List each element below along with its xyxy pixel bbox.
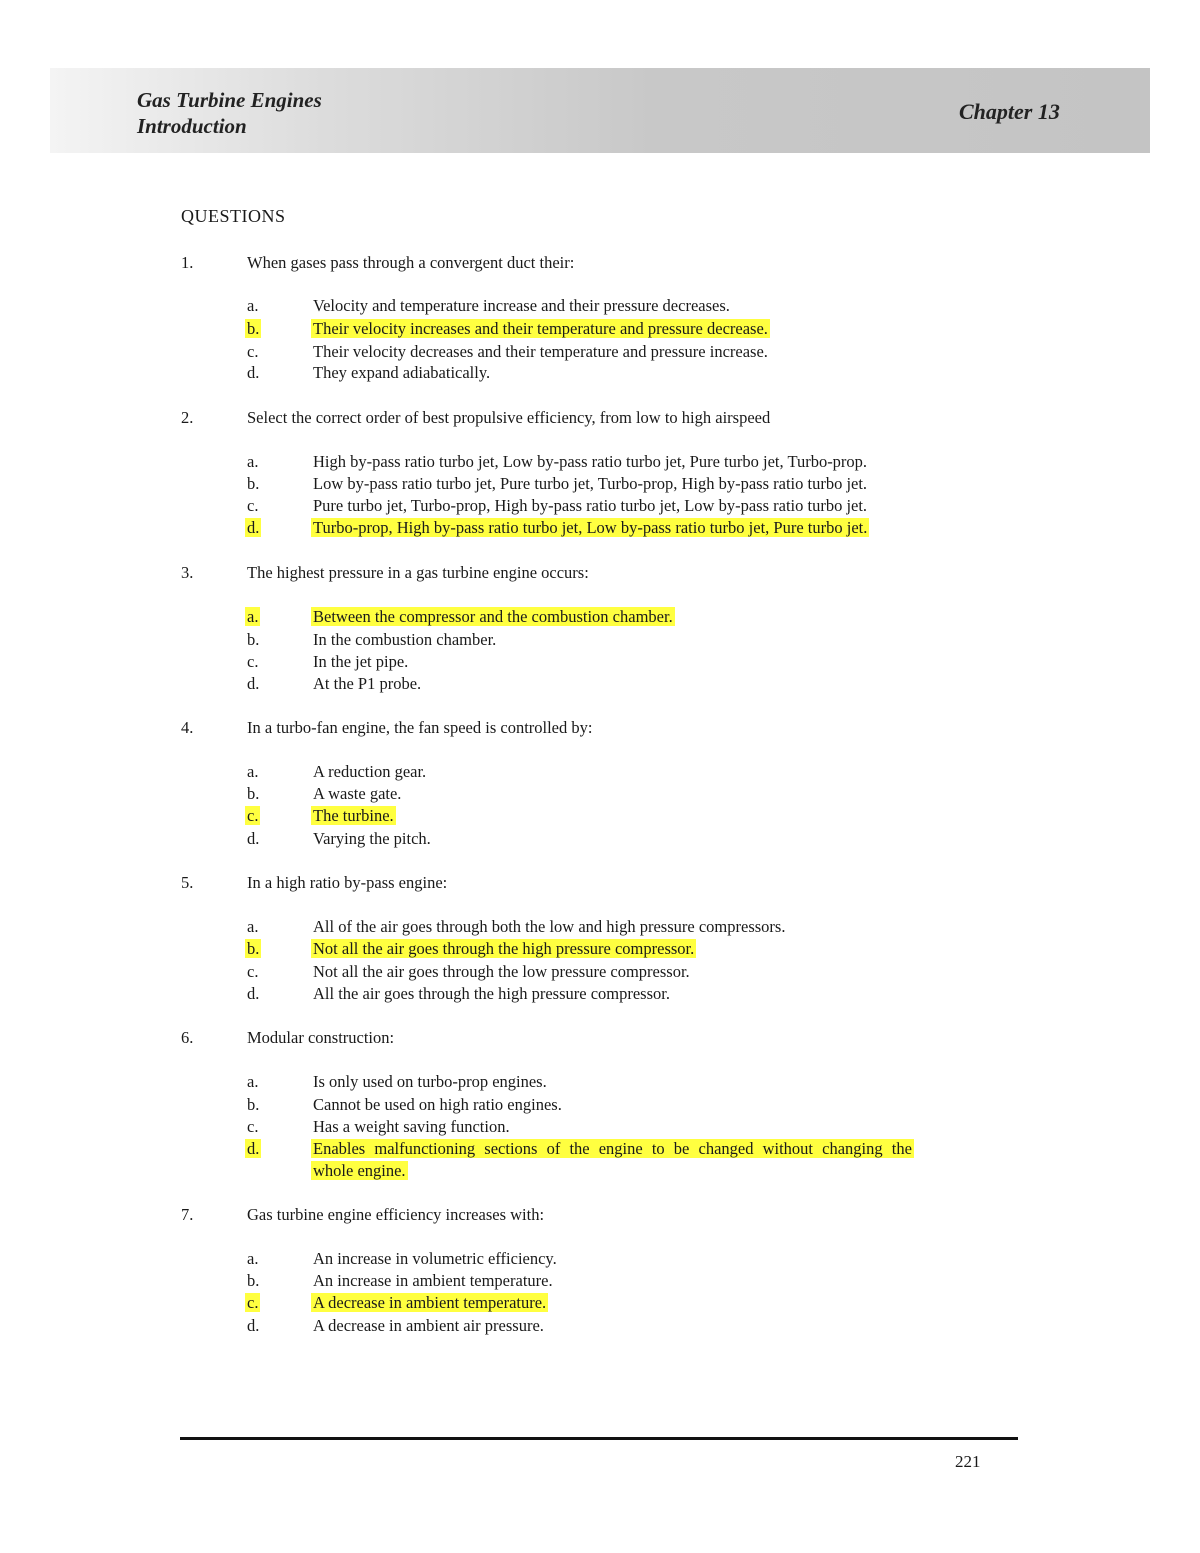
question-text: Modular construction:: [247, 1028, 395, 1047]
page-number: 221: [955, 1452, 981, 1471]
option-letter: d.: [247, 829, 260, 848]
option-text: A reduction gear.: [313, 762, 427, 781]
option-text-highlighted: The turbine.: [313, 806, 394, 825]
question-number: 6.: [181, 1028, 194, 1047]
chapter-label: Chapter 13: [959, 99, 1060, 124]
question-text: In a high ratio by-pass engine:: [247, 873, 448, 892]
option-text: High by-pass ratio turbo jet, Low by-pass ratio turbo jet, Pure turbo jet, Turbo-prop.: [313, 452, 868, 471]
option-letter: d.: [247, 674, 260, 693]
option-text-highlighted: Not all the air goes through the high pressure compressor.: [313, 939, 695, 958]
question-number: 5.: [181, 873, 194, 892]
option-text: Pure turbo jet, Turbo-prop, High by-pass ratio turbo jet, Low by-pass ratio turbo jet.: [313, 496, 868, 515]
option-letter: d.: [247, 984, 260, 1003]
option-letter: c.: [247, 962, 259, 981]
header-title-line2: Introduction: [137, 114, 247, 138]
option-letter: c.: [247, 652, 259, 671]
option-text-highlighted: A decrease in ambient temperature.: [313, 1293, 547, 1312]
option-letter: b.: [247, 784, 260, 803]
question-text: Gas turbine engine efficiency increases with:: [247, 1205, 545, 1224]
footer-rule: [180, 1437, 1018, 1440]
option-text: In the jet pipe.: [313, 652, 409, 671]
option-letter-highlighted: c.: [247, 806, 259, 825]
option-letter-highlighted: b.: [247, 939, 260, 958]
question-number: 1.: [181, 253, 194, 272]
option-text-continuation: whole engine.: [313, 1161, 406, 1180]
option-letter: c.: [247, 1117, 259, 1136]
option-text: Low by-pass ratio turbo jet, Pure turbo jet, Turbo-prop, High by-pass ratio turbo jet.: [313, 474, 868, 493]
option-text: A decrease in ambient air pressure.: [313, 1316, 544, 1335]
option-text: Is only used on turbo-prop engines.: [313, 1072, 547, 1091]
option-text: An increase in ambient temperature.: [313, 1271, 553, 1290]
question-text: The highest pressure in a gas turbine engine occurs:: [247, 563, 589, 582]
option-letter: d.: [247, 363, 260, 382]
option-text-highlighted: Enables malfunctioning sections of the engine to be changed without changing the: [313, 1139, 912, 1158]
option-letter: a.: [247, 1072, 259, 1091]
option-letter: b.: [247, 630, 260, 649]
question-number: 3.: [181, 563, 194, 582]
option-text-highlighted: Their velocity increases and their temperature and pressure decrease.: [313, 319, 768, 338]
option-letter: c.: [247, 496, 259, 515]
question-text: When gases pass through a convergent duct their:: [247, 253, 575, 272]
option-text: All the air goes through the high pressure compressor.: [313, 984, 670, 1003]
option-text: At the P1 probe.: [313, 674, 422, 693]
option-letter: a.: [247, 917, 259, 936]
option-letter-highlighted: a.: [247, 607, 259, 626]
question-number: 7.: [181, 1205, 194, 1224]
question-text: Select the correct order of best propulsive efficiency, from low to high airspeed: [247, 408, 771, 427]
option-text-highlighted: Turbo-prop, High by-pass ratio turbo jet, Low by-pass ratio turbo jet, Pure turbo jet.: [313, 518, 868, 537]
option-text: Not all the air goes through the low pressure compressor.: [313, 962, 690, 981]
option-letter: b.: [247, 1095, 260, 1114]
header-title: [137, 87, 322, 139]
option-text: In the combustion chamber.: [313, 630, 497, 649]
question-text: In a turbo-fan engine, the fan speed is controlled by:: [247, 718, 593, 737]
header-title-line1: Gas Turbine Engines: [137, 88, 322, 112]
option-text: They expand adiabatically.: [313, 363, 491, 382]
option-letter: b.: [247, 1271, 260, 1290]
option-letter-highlighted: d.: [247, 1139, 260, 1158]
option-letter: d.: [247, 1316, 260, 1335]
section-title: QUESTIONS: [181, 206, 286, 226]
option-text: Varying the pitch.: [313, 829, 431, 848]
question-number: 4.: [181, 718, 194, 737]
option-letter: a.: [247, 762, 259, 781]
option-letter: a.: [247, 1249, 259, 1268]
option-text: An increase in volumetric efficiency.: [313, 1249, 557, 1268]
option-letter: a.: [247, 452, 259, 471]
option-text: Velocity and temperature increase and their pressure decreases.: [313, 296, 730, 315]
option-letter-highlighted: b.: [247, 319, 260, 338]
option-text: All of the air goes through both the low and high pressure compressors.: [313, 917, 786, 936]
option-letter: a.: [247, 296, 259, 315]
option-text: Cannot be used on high ratio engines.: [313, 1095, 562, 1114]
option-letter-highlighted: c.: [247, 1293, 259, 1312]
option-letter: b.: [247, 474, 260, 493]
option-letter-highlighted: d.: [247, 518, 260, 537]
option-text: Has a weight saving function.: [313, 1117, 510, 1136]
option-text-highlighted: Between the compressor and the combustion chamber.: [313, 607, 673, 626]
option-text: Their velocity decreases and their temperature and pressure increase.: [313, 342, 768, 361]
option-text: A waste gate.: [313, 784, 402, 803]
option-letter: c.: [247, 342, 259, 361]
question-number: 2.: [181, 408, 194, 427]
